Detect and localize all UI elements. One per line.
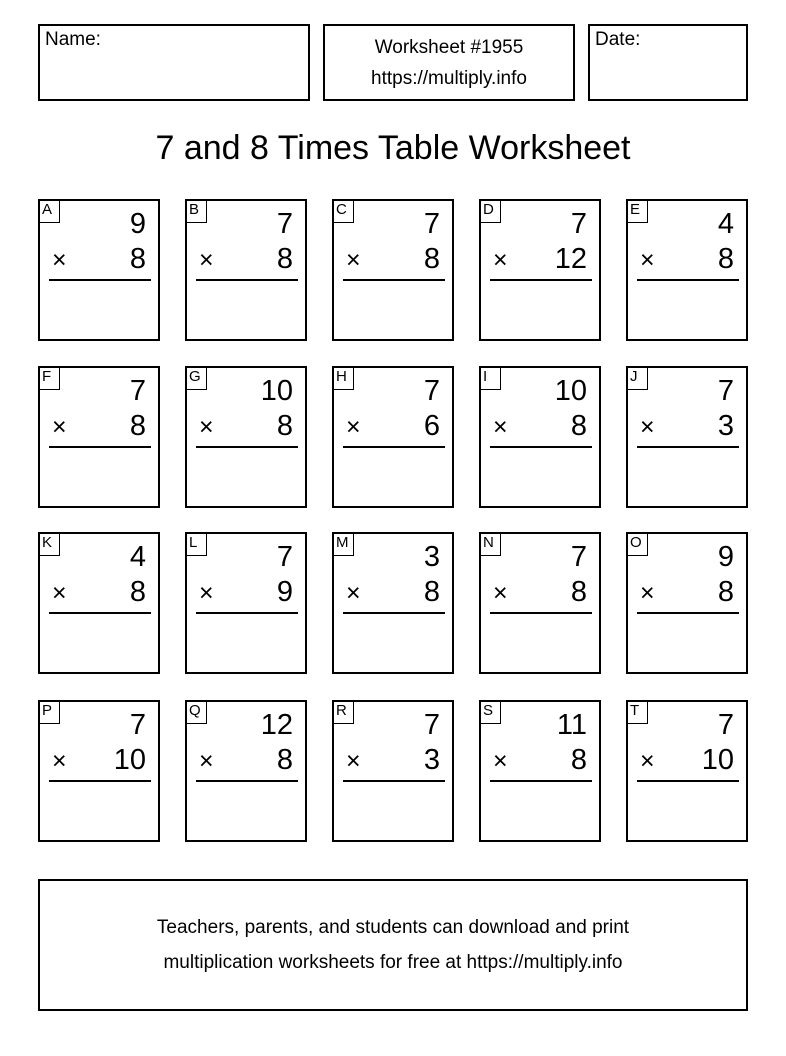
problem-card-g bbox=[185, 366, 307, 508]
times-sign: × bbox=[493, 579, 508, 607]
times-sign: × bbox=[640, 579, 655, 607]
problem-letter: D bbox=[479, 199, 501, 223]
times-sign: × bbox=[199, 413, 214, 441]
multiplicand: 11 bbox=[556, 709, 587, 741]
times-sign: × bbox=[493, 747, 508, 775]
multiplier: 8 bbox=[129, 243, 146, 275]
multiplicand: 3 bbox=[423, 541, 440, 573]
answer-line bbox=[637, 780, 739, 782]
problem-card-e bbox=[626, 199, 748, 341]
times-sign: × bbox=[52, 747, 67, 775]
multiplier: 8 bbox=[276, 410, 293, 442]
problem-card-j bbox=[626, 366, 748, 508]
answer-line bbox=[490, 279, 592, 281]
times-sign: × bbox=[346, 747, 361, 775]
multiplier: 8 bbox=[423, 243, 440, 275]
multiplicand: 7 bbox=[423, 709, 440, 741]
times-sign: × bbox=[640, 747, 655, 775]
multiplier: 8 bbox=[276, 744, 293, 776]
problem-letter: C bbox=[332, 199, 354, 223]
multiplier: 8 bbox=[570, 410, 587, 442]
multiplicand: 7 bbox=[129, 375, 146, 407]
times-sign: × bbox=[199, 246, 214, 274]
problem-letter: O bbox=[626, 532, 648, 556]
answer-line bbox=[49, 612, 151, 614]
answer-line bbox=[637, 612, 739, 614]
multiplicand: 12 bbox=[260, 709, 293, 741]
worksheet-info-box bbox=[323, 24, 575, 101]
multiplicand: 10 bbox=[260, 375, 293, 407]
problem-card-l bbox=[185, 532, 307, 674]
answer-line bbox=[343, 446, 445, 448]
problem-card-r bbox=[332, 700, 454, 842]
footer-line-2: multiplication worksheets for free at https://multiply.info bbox=[163, 952, 623, 973]
problem-card-i bbox=[479, 366, 601, 508]
footer-line-1: Teachers, parents, and students can download and print bbox=[156, 917, 630, 938]
times-sign: × bbox=[199, 579, 214, 607]
multiplicand: 9 bbox=[129, 208, 146, 240]
multiplicand: 9 bbox=[717, 541, 734, 573]
name-box bbox=[38, 24, 310, 101]
answer-line bbox=[343, 612, 445, 614]
page-title: 7 and 8 Times Table Worksheet bbox=[155, 129, 631, 167]
multiplier: 8 bbox=[717, 243, 734, 275]
multiplier: 8 bbox=[129, 410, 146, 442]
multiplier: 6 bbox=[423, 410, 440, 442]
multiplicand: 7 bbox=[276, 541, 293, 573]
site-url: https://multiply.info bbox=[371, 67, 527, 89]
multiplier: 8 bbox=[570, 744, 587, 776]
times-sign: × bbox=[52, 413, 67, 441]
problem-card-s bbox=[479, 700, 601, 842]
multiplier: 3 bbox=[717, 410, 734, 442]
problem-card-q bbox=[185, 700, 307, 842]
multiplicand: 4 bbox=[129, 541, 146, 573]
answer-line bbox=[637, 279, 739, 281]
multiplier: 8 bbox=[129, 576, 146, 608]
problem-letter: A bbox=[38, 199, 60, 223]
answer-line bbox=[196, 612, 298, 614]
multiplier: 8 bbox=[717, 576, 734, 608]
problem-card-p bbox=[38, 700, 160, 842]
multiplier: 10 bbox=[701, 744, 734, 776]
answer-line bbox=[49, 446, 151, 448]
multiplier: 8 bbox=[276, 243, 293, 275]
times-sign: × bbox=[493, 413, 508, 441]
multiplicand: 7 bbox=[129, 709, 146, 741]
multiplier: 10 bbox=[113, 744, 146, 776]
problem-card-n bbox=[479, 532, 601, 674]
problem-letter: S bbox=[479, 700, 501, 724]
problem-card-k bbox=[38, 532, 160, 674]
problem-letter: P bbox=[38, 700, 60, 724]
problem-letter: I bbox=[479, 366, 501, 390]
multiplicand: 7 bbox=[570, 208, 587, 240]
answer-line bbox=[196, 780, 298, 782]
answer-line bbox=[343, 780, 445, 782]
times-sign: × bbox=[346, 246, 361, 274]
problem-card-h bbox=[332, 366, 454, 508]
times-sign: × bbox=[346, 413, 361, 441]
problem-letter: E bbox=[626, 199, 648, 223]
times-sign: × bbox=[493, 246, 508, 274]
times-sign: × bbox=[52, 246, 67, 274]
problem-letter: G bbox=[185, 366, 207, 390]
problem-letter: T bbox=[626, 700, 648, 724]
problem-card-t bbox=[626, 700, 748, 842]
name-label: Name: bbox=[45, 29, 101, 50]
problem-card-d bbox=[479, 199, 601, 341]
answer-line bbox=[490, 446, 592, 448]
multiplier: 8 bbox=[570, 576, 587, 608]
footer-box bbox=[38, 879, 748, 1011]
answer-line bbox=[343, 279, 445, 281]
multiplicand: 7 bbox=[717, 375, 734, 407]
problem-card-c bbox=[332, 199, 454, 341]
multiplicand: 7 bbox=[423, 375, 440, 407]
problem-letter: N bbox=[479, 532, 501, 556]
multiplicand: 7 bbox=[276, 208, 293, 240]
problem-letter: F bbox=[38, 366, 60, 390]
multiplier: 12 bbox=[554, 243, 587, 275]
problem-card-f bbox=[38, 366, 160, 508]
answer-line bbox=[196, 446, 298, 448]
problem-letter: H bbox=[332, 366, 354, 390]
answer-line bbox=[49, 279, 151, 281]
answer-line bbox=[49, 780, 151, 782]
worksheet-number: Worksheet #1955 bbox=[374, 36, 524, 58]
problem-letter: L bbox=[185, 532, 207, 556]
problem-card-m bbox=[332, 532, 454, 674]
multiplicand: 7 bbox=[570, 541, 587, 573]
times-sign: × bbox=[199, 747, 214, 775]
multiplicand: 10 bbox=[554, 375, 587, 407]
answer-line bbox=[490, 780, 592, 782]
date-box bbox=[588, 24, 748, 101]
answer-line bbox=[196, 279, 298, 281]
problem-card-o bbox=[626, 532, 748, 674]
multiplier: 9 bbox=[276, 576, 293, 608]
multiplier: 3 bbox=[423, 744, 440, 776]
problem-letter: B bbox=[185, 199, 207, 223]
multiplicand: 4 bbox=[717, 208, 734, 240]
multiplicand: 7 bbox=[717, 709, 734, 741]
problem-letter: Q bbox=[185, 700, 207, 724]
problem-card-b bbox=[185, 199, 307, 341]
problem-letter: M bbox=[332, 532, 354, 556]
multiplicand: 7 bbox=[423, 208, 440, 240]
answer-line bbox=[490, 612, 592, 614]
times-sign: × bbox=[52, 579, 67, 607]
problem-card-a bbox=[38, 199, 160, 341]
answer-line bbox=[637, 446, 739, 448]
date-label: Date: bbox=[595, 29, 641, 50]
multiplier: 8 bbox=[423, 576, 440, 608]
times-sign: × bbox=[346, 579, 361, 607]
times-sign: × bbox=[640, 246, 655, 274]
problem-letter: J bbox=[626, 366, 648, 390]
problem-letter: K bbox=[38, 532, 60, 556]
problem-letter: R bbox=[332, 700, 354, 724]
times-sign: × bbox=[640, 413, 655, 441]
